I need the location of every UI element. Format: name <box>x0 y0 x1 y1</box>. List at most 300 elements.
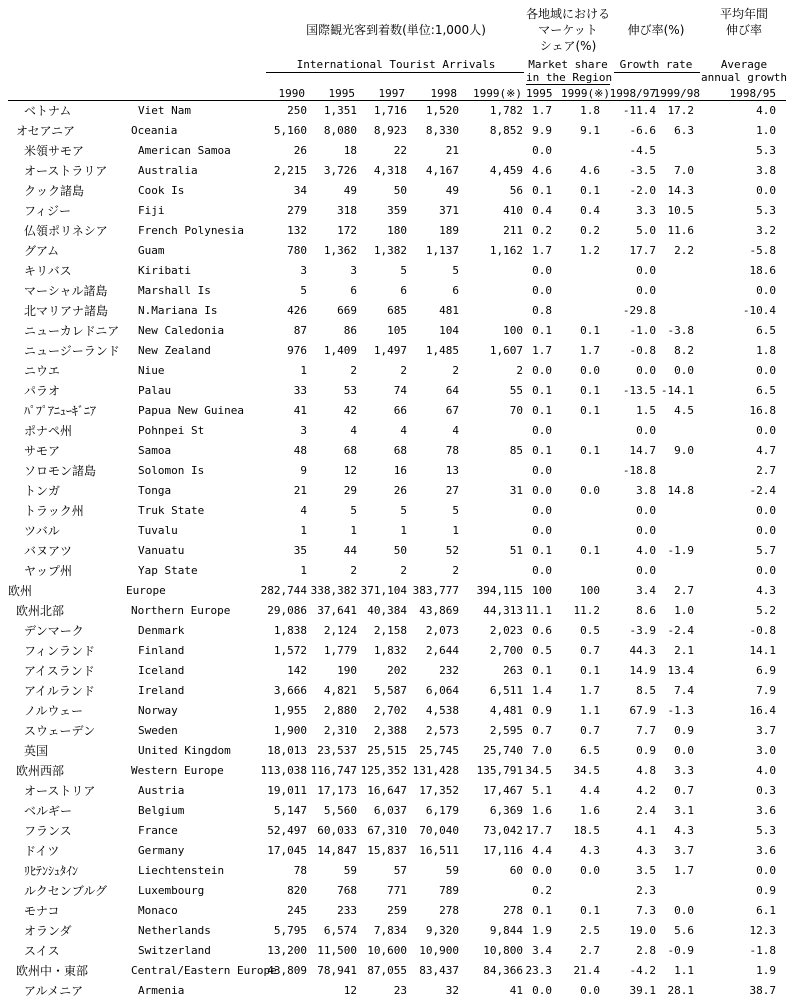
val-1990: 5,160 <box>273 124 307 137</box>
row-name-en: Ireland <box>138 684 185 697</box>
val-1999: 278 <box>503 904 523 917</box>
val-1999: 8,852 <box>489 124 523 137</box>
growth-1998-97: -4.5 <box>629 144 656 157</box>
val-1995: 8,080 <box>323 124 357 137</box>
row-name-en: Monaco <box>138 904 178 917</box>
row-name-jp: トラック州 <box>24 504 84 518</box>
row-name-en: Europe <box>126 584 166 597</box>
growth-1999-98: 1.1 <box>674 964 694 977</box>
val-1997: 2,158 <box>373 624 407 637</box>
val-1995: 233 <box>337 904 357 917</box>
growth-1998-97: 0.0 <box>636 264 656 277</box>
growth-1999-98: -3.8 <box>667 324 694 337</box>
share-1999: 21.4 <box>573 964 600 977</box>
row-name-en: Viet Nam <box>138 104 191 117</box>
growth-1998-97: 7.7 <box>636 724 656 737</box>
val-1990: 34 <box>293 184 307 197</box>
val-1995: 11,500 <box>317 944 357 957</box>
growth-underline <box>614 72 700 73</box>
row-name-jp: 欧州西部 <box>16 764 65 778</box>
val-1990: 3 <box>300 424 307 437</box>
share-1995: 0.1 <box>532 904 552 917</box>
row-name-en: Northern Europe <box>131 604 231 617</box>
val-1990: 87 <box>293 324 307 337</box>
table-row <box>0 240 801 260</box>
avg-growth: 12.3 <box>749 924 776 937</box>
growth-1999-98: 3.1 <box>674 804 694 817</box>
val-1997: 1,716 <box>373 104 407 117</box>
val-1998: 371 <box>439 204 459 217</box>
val-1998: 6 <box>452 284 459 297</box>
share-1995: 0.0 <box>532 484 552 497</box>
share-1995: 0.1 <box>532 444 552 457</box>
row-name-en: Papua New Guinea <box>138 404 244 417</box>
share-1995: 0.0 <box>532 504 552 517</box>
row-name-en: Netherlands <box>138 924 211 937</box>
avg-growth: 3.8 <box>756 164 776 177</box>
share-1999: 0.5 <box>580 624 600 637</box>
val-1990: 1 <box>300 364 307 377</box>
share-year-1999: 1999(※) <box>561 87 610 100</box>
growth-1998-97: 0.0 <box>636 364 656 377</box>
val-1998: 383,777 <box>412 584 459 597</box>
growth-1999-98: 0.0 <box>674 744 694 757</box>
val-1997: 6,037 <box>373 804 407 817</box>
share-1999: 0.4 <box>580 204 600 217</box>
share-1999: 1.6 <box>580 804 600 817</box>
row-name-en: Kiribati <box>138 264 191 277</box>
table-row <box>0 120 801 140</box>
val-1997: 1,497 <box>373 344 407 357</box>
share-1995: 1.7 <box>532 104 552 117</box>
share-1999: 0.7 <box>580 724 600 737</box>
row-name-en: New Caledonia <box>138 324 225 337</box>
share-1999: 0.1 <box>580 664 600 677</box>
table-row <box>0 560 801 580</box>
row-name-jp: ヤップ州 <box>24 564 73 578</box>
val-1999: 100 <box>503 324 523 337</box>
val-1999: 6,369 <box>489 804 523 817</box>
val-1999: 4,459 <box>489 164 523 177</box>
val-1990: 279 <box>287 204 307 217</box>
val-1998: 83,437 <box>419 964 459 977</box>
val-1997: 16 <box>393 464 407 477</box>
row-name-jp: サモア <box>24 444 61 458</box>
val-1998: 1,137 <box>425 244 459 257</box>
val-1990: 1 <box>300 524 307 537</box>
val-1995: 4 <box>350 424 357 437</box>
share-1999: 18.5 <box>573 824 600 837</box>
growth-title-en: Growth rate <box>619 58 693 71</box>
val-1998: 27 <box>445 484 459 497</box>
row-name-en: Fiji <box>138 204 165 217</box>
val-1997: 6 <box>400 284 407 297</box>
val-1998: 2 <box>452 364 459 377</box>
row-name-en: Tuvalu <box>138 524 178 537</box>
avg-growth: 0.0 <box>756 184 776 197</box>
val-1995: 42 <box>343 404 357 417</box>
share-1999: 0.1 <box>580 544 600 557</box>
val-1995: 86 <box>343 324 357 337</box>
val-1995: 12 <box>343 464 357 477</box>
val-1995: 669 <box>337 304 357 317</box>
growth-1999-98: 1.7 <box>674 864 694 877</box>
share-1995: 1.9 <box>532 924 552 937</box>
table-row <box>0 760 801 780</box>
growth-1998-97: -4.2 <box>629 964 656 977</box>
val-1995: 2,310 <box>323 724 357 737</box>
row-name-en: Guam <box>138 244 165 257</box>
row-name-jp: ベルギー <box>24 804 73 818</box>
avg-growth: 0.0 <box>756 364 776 377</box>
growth-1998-97: -29.8 <box>622 304 656 317</box>
growth-1999-98: 13.4 <box>667 664 694 677</box>
row-name-jp: ポナペ州 <box>24 424 73 438</box>
val-1998: 67 <box>445 404 459 417</box>
val-1995: 2,124 <box>323 624 357 637</box>
growth-1998-97: -6.6 <box>629 124 656 137</box>
avg-growth: 16.8 <box>749 404 776 417</box>
val-1997: 259 <box>387 904 407 917</box>
val-1990: 52,497 <box>267 824 307 837</box>
share-1999: 34.5 <box>573 764 600 777</box>
val-1990: 1,900 <box>273 724 307 737</box>
row-name-en: Truk State <box>138 504 205 517</box>
val-1999: 84,366 <box>483 964 523 977</box>
table-row <box>0 680 801 700</box>
val-1999: 394,115 <box>476 584 523 597</box>
val-1998: 2,573 <box>425 724 459 737</box>
year-1997: 1997 <box>378 87 405 100</box>
row-name-en: Germany <box>138 844 185 857</box>
val-1999: 2,595 <box>489 724 523 737</box>
share-1995: 1.4 <box>532 684 552 697</box>
row-name-jp: アイルランド <box>24 684 95 698</box>
table-row <box>0 720 801 740</box>
avg-growth: 3.6 <box>756 804 776 817</box>
share-1995: 5.1 <box>532 784 552 797</box>
val-1997: 5,587 <box>373 684 407 697</box>
val-1999: 10,800 <box>483 944 523 957</box>
val-1997: 22 <box>393 144 407 157</box>
avg-growth: 4.3 <box>756 584 776 597</box>
val-1998: 25,745 <box>419 744 459 757</box>
growth-1998-97: 2.4 <box>636 804 656 817</box>
share-1995: 0.1 <box>532 384 552 397</box>
avg-growth: 4.7 <box>756 444 776 457</box>
table-row <box>0 320 801 340</box>
val-1990: 282,744 <box>260 584 307 597</box>
row-name-jp: アイスランド <box>24 664 95 678</box>
val-1990: 5,795 <box>273 924 307 937</box>
val-1998: 131,428 <box>412 764 459 777</box>
avg-growth: 0.0 <box>756 564 776 577</box>
val-1990: 33 <box>293 384 307 397</box>
avg-title-jp-2: 伸び率 <box>725 23 762 37</box>
row-name-jp: ニウエ <box>24 364 61 378</box>
val-1995: 53 <box>343 384 357 397</box>
share-1995: 0.2 <box>532 224 552 237</box>
val-1997: 16,647 <box>367 784 407 797</box>
val-1995: 1 <box>350 524 357 537</box>
avg-growth: 6.5 <box>756 324 776 337</box>
table-row <box>0 140 801 160</box>
growth-1999-98: 7.0 <box>674 164 694 177</box>
val-1995: 2 <box>350 364 357 377</box>
val-1990: 29,086 <box>267 604 307 617</box>
table-row <box>0 700 801 720</box>
val-1995: 23,537 <box>317 744 357 757</box>
share-title-en-1: Market share <box>528 58 608 71</box>
avg-growth: 0.0 <box>756 524 776 537</box>
val-1990: 250 <box>287 104 307 117</box>
val-1995: 17,173 <box>317 784 357 797</box>
year-1995: 1995 <box>328 87 355 100</box>
growth-1999-98: 0.0 <box>674 364 694 377</box>
row-name-en: Sweden <box>138 724 178 737</box>
growth-title-jp: 伸び率(%) <box>627 23 685 37</box>
val-1998: 70,040 <box>419 824 459 837</box>
row-name-en: Liechtenstein <box>138 864 225 877</box>
avg-growth: 4.0 <box>756 764 776 777</box>
growth-1999-98: 3.7 <box>674 844 694 857</box>
val-1995: 6,574 <box>323 924 357 937</box>
avg-growth: 0.3 <box>756 784 776 797</box>
val-1995: 37,641 <box>317 604 357 617</box>
val-1995: 68 <box>343 444 357 457</box>
share-1999: 4.4 <box>580 784 600 797</box>
share-1999: 1.7 <box>580 684 600 697</box>
share-1995: 0.1 <box>532 324 552 337</box>
val-1997: 67,310 <box>367 824 407 837</box>
avg-title-en-2: annual growth <box>700 71 788 84</box>
share-1995: 100 <box>532 584 552 597</box>
growth-1999-98: 4.3 <box>674 824 694 837</box>
share-title-jp-3: シェア(%) <box>539 39 597 53</box>
table-row <box>0 540 801 560</box>
val-1998: 1,485 <box>425 344 459 357</box>
avg-growth: 38.7 <box>749 984 776 997</box>
row-name-jp: フランス <box>24 824 72 838</box>
growth-1998-97: 4.3 <box>636 844 656 857</box>
row-name-en: American Samoa <box>138 144 231 157</box>
share-1999: 0.0 <box>580 364 600 377</box>
val-1990: 26 <box>293 144 307 157</box>
growth-1999-98: 4.5 <box>674 404 694 417</box>
share-1999: 1.7 <box>580 344 600 357</box>
val-1997: 1,832 <box>373 644 407 657</box>
val-1999: 44,313 <box>483 604 523 617</box>
arrivals-underline <box>266 72 524 73</box>
val-1997: 359 <box>387 204 407 217</box>
avg-growth: 18.6 <box>749 264 776 277</box>
growth-1998-97: 3.4 <box>636 584 656 597</box>
val-1997: 4 <box>400 424 407 437</box>
row-name-en: Switzerland <box>138 944 211 957</box>
share-1999: 0.1 <box>580 404 600 417</box>
val-1997: 1 <box>400 524 407 537</box>
share-1995: 1.7 <box>532 344 552 357</box>
growth-1998-97: 3.8 <box>636 484 656 497</box>
val-1997: 5 <box>400 504 407 517</box>
share-1999: 2.7 <box>580 944 600 957</box>
val-1997: 685 <box>387 304 407 317</box>
val-1990: 132 <box>287 224 307 237</box>
share-1995: 0.7 <box>532 724 552 737</box>
growth-1998-97: 7.3 <box>636 904 656 917</box>
avg-growth: 3.7 <box>756 724 776 737</box>
share-1995: 0.5 <box>532 644 552 657</box>
row-name-jp: ニュージーランド <box>24 344 120 358</box>
year-1998: 1998 <box>430 87 457 100</box>
row-name-jp: モナコ <box>24 904 60 918</box>
table-row <box>0 500 801 520</box>
share-underline <box>526 84 610 85</box>
val-1997: 2,388 <box>373 724 407 737</box>
val-1997: 771 <box>387 884 407 897</box>
table-row <box>0 880 801 900</box>
val-1995: 1,409 <box>323 344 357 357</box>
val-1998: 2,644 <box>425 644 459 657</box>
val-1995: 59 <box>343 864 357 877</box>
row-name-jp: クック諸島 <box>24 184 85 198</box>
table-row <box>0 580 801 600</box>
val-1999: 73,042 <box>483 824 523 837</box>
table-row <box>0 860 801 880</box>
val-1999: 1,162 <box>489 244 523 257</box>
growth-1999-98: 2.2 <box>674 244 694 257</box>
share-1995: 11.1 <box>525 604 552 617</box>
row-name-en: Solomon Is <box>138 464 205 477</box>
val-1997: 66 <box>393 404 407 417</box>
val-1999: 25,740 <box>483 744 523 757</box>
share-1995: 0.1 <box>532 404 552 417</box>
val-1997: 202 <box>387 664 407 677</box>
val-1995: 1,362 <box>323 244 357 257</box>
row-name-jp: 欧州 <box>8 584 33 598</box>
val-1998: 2,073 <box>425 624 459 637</box>
avg-growth: 5.7 <box>756 544 776 557</box>
growth-1999-98: 6.3 <box>674 124 694 137</box>
row-name-jp: ツバル <box>24 524 60 538</box>
share-1995: 0.8 <box>532 304 552 317</box>
avg-growth: 5.3 <box>756 824 776 837</box>
val-1999: 70 <box>509 404 523 417</box>
val-1999: 17,467 <box>483 784 523 797</box>
val-1999: 2,023 <box>489 624 523 637</box>
growth-1998-97: -13.5 <box>622 384 656 397</box>
share-1995: 0.0 <box>532 564 552 577</box>
growth-1998-97: 44.3 <box>629 644 656 657</box>
val-1990: 9 <box>300 464 307 477</box>
val-1990: 1 <box>300 564 307 577</box>
row-name-jp: スイス <box>24 944 60 958</box>
share-1999: 0.0 <box>580 984 600 997</box>
share-1995: 0.1 <box>532 184 552 197</box>
avg-growth: 14.1 <box>749 644 776 657</box>
val-1998: 4,167 <box>425 164 459 177</box>
avg-growth: 3.2 <box>756 224 776 237</box>
val-1997: 23 <box>393 984 407 997</box>
row-name-jp: ニューカレドニア <box>24 324 120 338</box>
share-1995: 1.6 <box>532 804 552 817</box>
val-1999: 211 <box>503 224 523 237</box>
row-name-en: Western Europe <box>131 764 224 777</box>
val-1998: 52 <box>445 544 459 557</box>
val-1990: 2,215 <box>273 164 307 177</box>
val-1997: 1,382 <box>373 244 407 257</box>
val-1995: 116,747 <box>310 764 357 777</box>
val-1999: 6,511 <box>489 684 523 697</box>
growth-1998-97: 14.7 <box>629 444 656 457</box>
row-name-en: Palau <box>138 384 172 397</box>
val-1995: 29 <box>343 484 357 497</box>
val-1997: 40,384 <box>367 604 407 617</box>
growth-1998-97: 67.9 <box>629 704 656 717</box>
growth-1999-98: -0.9 <box>667 944 694 957</box>
val-1997: 7,834 <box>373 924 407 937</box>
val-1995: 14,847 <box>317 844 357 857</box>
val-1999: 410 <box>503 204 523 217</box>
avg-title-jp-1: 平均年間 <box>719 7 768 21</box>
growth-1998-97: 14.9 <box>629 664 656 677</box>
row-name-en: Armenia <box>138 984 185 997</box>
val-1990: 19,011 <box>267 784 307 797</box>
share-1999: 9.1 <box>580 124 600 137</box>
val-1995: 2,880 <box>323 704 357 717</box>
val-1998: 17,352 <box>419 784 459 797</box>
row-name-jp: 北マリアナ諸島 <box>24 304 109 318</box>
val-1998: 78 <box>445 444 459 457</box>
avg-growth: -2.4 <box>749 484 776 497</box>
growth-1998-97: -3.5 <box>629 164 656 177</box>
share-1999: 1.1 <box>580 704 600 717</box>
growth-1999-98: 14.3 <box>667 184 694 197</box>
avg-growth: 1.8 <box>756 344 776 357</box>
avg-growth: -0.8 <box>749 624 776 637</box>
val-1995: 3 <box>350 264 357 277</box>
growth-1998-97: -18.8 <box>622 464 656 477</box>
growth-1999-98: 10.5 <box>667 204 694 217</box>
share-1999: 0.1 <box>580 904 600 917</box>
avg-growth: 1.9 <box>756 964 776 977</box>
row-name-jp: グアム <box>24 244 60 258</box>
val-1990: 18,013 <box>267 744 307 757</box>
val-1995: 1,351 <box>323 104 357 117</box>
growth-1999-98: 8.2 <box>674 344 694 357</box>
share-1999: 0.2 <box>580 224 600 237</box>
row-name-jp: ノルウェー <box>24 704 84 718</box>
table-row <box>0 740 801 760</box>
val-1998: 5 <box>452 504 459 517</box>
growth-1998-97: 3.5 <box>636 864 656 877</box>
avg-growth: 5.3 <box>756 144 776 157</box>
row-name-en: Niue <box>138 364 165 377</box>
row-name-jp: オランダ <box>24 924 72 938</box>
table-row <box>0 340 801 360</box>
table-row <box>0 640 801 660</box>
row-name-en: Samoa <box>138 444 172 457</box>
growth-1998-97: 8.5 <box>636 684 656 697</box>
growth-1998-97: 8.6 <box>636 604 656 617</box>
val-1997: 87,055 <box>367 964 407 977</box>
share-1999: 6.5 <box>580 744 600 757</box>
val-1997: 125,352 <box>360 764 407 777</box>
row-name-en: Marshall Is <box>138 284 211 297</box>
val-1995: 78,941 <box>317 964 357 977</box>
avg-growth: 2.7 <box>756 464 776 477</box>
growth-1998-97: 4.0 <box>636 544 656 557</box>
